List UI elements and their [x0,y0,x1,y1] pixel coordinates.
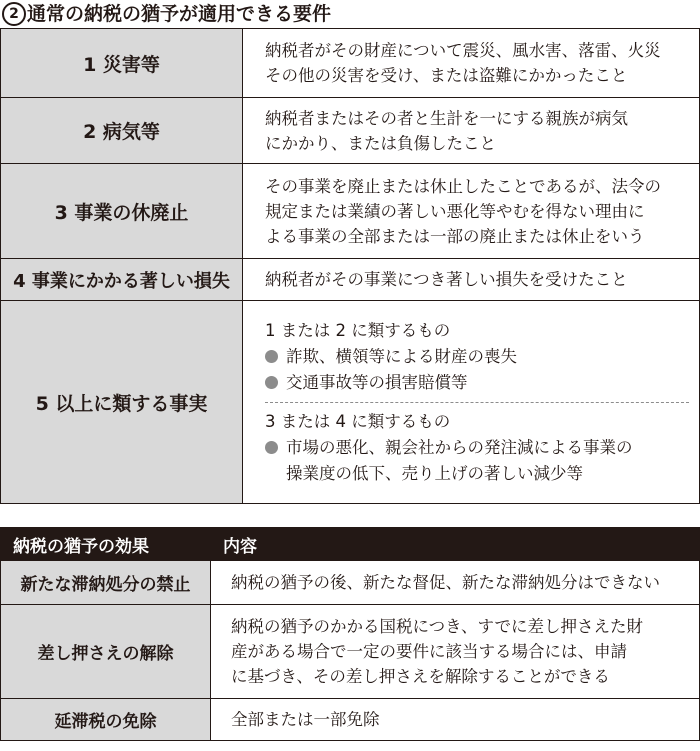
effect-desc [211,605,700,699]
desc-line: よる事業の全部または一部の廃止または休止をいう [265,226,645,246]
group-heading: 1 または 2 に類するもの [265,320,451,340]
group-heading: 3 または 4 に類するもの [265,411,451,431]
table-row [1,259,700,301]
requirements-table-body [0,28,700,504]
desc-line: 納税者またはその者と生計を一にする親族が病気 [265,108,628,128]
requirement-label: 2 病気等 [1,98,243,164]
bullet-item [265,370,689,396]
desc-line: 納税の猶予のかかる国税につき、すでに差し押さえた財 [231,617,644,636]
desc-line: 産がある場合で一定の要件に該当する場合には、申請 [231,642,627,661]
table-row [1,164,700,259]
desc-line: 納税者がその財産について震災、風水害、落雷、火災 [265,41,661,60]
requirement-desc [243,98,700,164]
bullet-dot-icon [265,350,278,363]
effects-header-row [1,528,700,561]
effects-table [0,527,700,741]
desc-line: に基づき、その差し押さえを解除することができる [231,667,610,686]
table-row [1,605,700,699]
bullet-item [265,344,689,370]
desc-line: にかかり、または負傷したこと [265,133,496,153]
table-row [1,561,700,605]
requirement-desc: 納税者がその事業につき著しい損失を受けたこと [243,259,700,301]
desc-line: その他の災害を受け、または盗難にかかったこと [265,66,628,85]
similar-group-1 [265,312,689,403]
bullet-dot-icon [265,441,278,454]
effect-desc: 納税の猶予の後、新たな督促、新たな滞納処分はできない [211,561,700,605]
requirement-desc [243,301,700,504]
bullet-text: 市場の悪化、親会社からの発注減による事業の [286,437,633,457]
requirement-desc [243,164,700,259]
table-row [1,699,700,741]
requirement-label: 4 事業にかかる著しい損失 [1,259,243,301]
header-content: 内容 [211,528,700,561]
bullet-item [265,435,689,461]
similar-group-2 [265,403,689,493]
desc-line: その事業を廃止または休止したことであるが、法令の [265,176,661,196]
bullet-text: 詐欺、横領等による財産の喪失 [286,346,517,366]
effect-label: 延滞税の免除 [1,699,211,741]
table-row [1,29,700,98]
header-effect: 納税の猶予の効果 [1,528,211,561]
table-row [1,301,700,504]
requirement-desc [243,29,700,98]
bullet-dot-icon [265,376,278,389]
section-title [2,0,331,28]
requirement-label: 5 以上に類する事実 [1,301,243,504]
circled-number: 2 [2,2,26,26]
effect-desc: 全部または一部免除 [211,699,700,741]
bullet-text: 交通事故等の損害賠償等 [286,372,468,392]
requirement-label: 1 災害等 [1,29,243,98]
desc-line: 規定または業績の著しい悪化等やむを得ない理由に [265,201,645,221]
table-row [1,98,700,164]
effect-label: 新たな滞納処分の禁止 [1,561,211,605]
effect-label: 差し押さえの解除 [1,605,211,699]
bullet-text-continued: 操業度の低下、売り上げの著しい減少等 [286,463,583,483]
requirement-label: 3 事業の休廃止 [1,164,243,259]
title-text: 通常の納税の猶予が適用できる要件 [27,3,332,25]
